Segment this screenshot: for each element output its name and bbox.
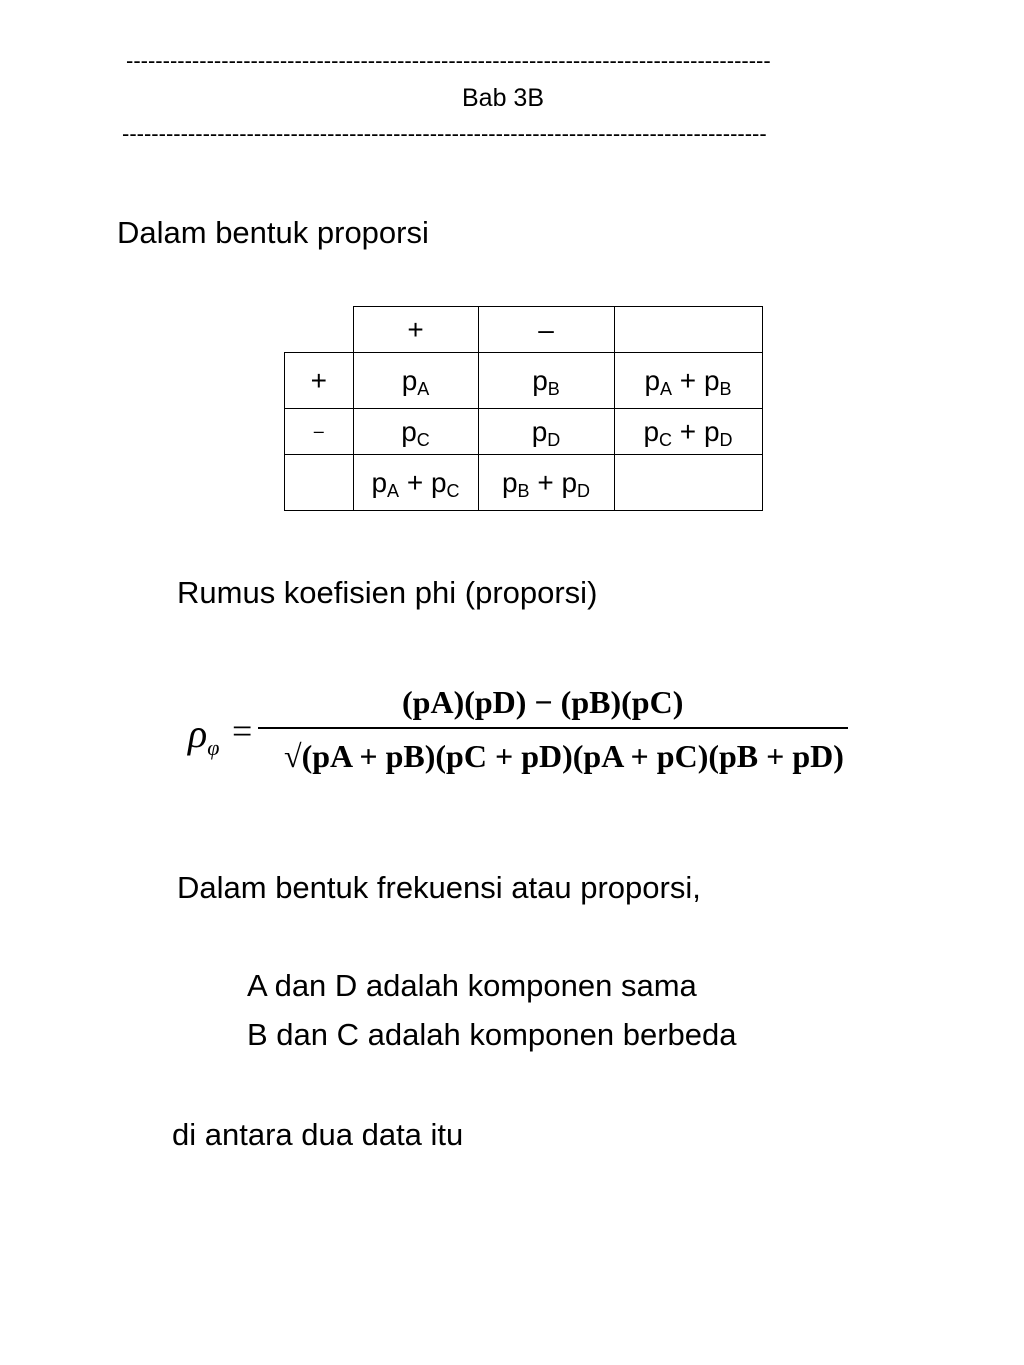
cell-sub: D bbox=[577, 480, 591, 501]
cell-var: p bbox=[643, 415, 660, 447]
cell-plus: + bbox=[399, 466, 431, 498]
cell-pA-var: p bbox=[401, 364, 418, 396]
cell-pA-plus-pB bbox=[614, 353, 762, 409]
cell-sub: B bbox=[719, 378, 732, 399]
cell-pC-sub: C bbox=[416, 429, 430, 450]
cell-pA bbox=[353, 353, 478, 409]
cell-var: p bbox=[501, 466, 518, 498]
cell-pB-plus-pD bbox=[478, 455, 614, 511]
different-components-line: B dan C adalah komponen berbeda bbox=[247, 1017, 737, 1052]
cell-var: p bbox=[430, 466, 447, 498]
cell-pA-sub: A bbox=[417, 378, 430, 399]
section-heading-proportion: Dalam bentuk proporsi bbox=[117, 215, 429, 250]
formula-lhs bbox=[188, 710, 220, 760]
col-header-minus: – bbox=[478, 307, 614, 353]
cell-sub: C bbox=[446, 480, 460, 501]
row-header-minus: – bbox=[285, 409, 354, 455]
formula-denominator: √(pA + pB)(pC + pD)(pA + pC)(pB + pD) bbox=[284, 738, 844, 774]
cell-sub: B bbox=[517, 480, 530, 501]
table-corner bbox=[285, 307, 354, 353]
header-dashes-top: ---------------------------------------------------------------------------------------- bbox=[126, 48, 771, 73]
cell-sub: A bbox=[387, 480, 400, 501]
cell-var: p bbox=[644, 364, 661, 396]
row-header-total bbox=[285, 455, 354, 511]
cell-plus: + bbox=[529, 466, 562, 498]
cell-pD-var: p bbox=[531, 415, 548, 447]
cell-var: p bbox=[561, 466, 578, 498]
cell-grand-total bbox=[614, 455, 762, 511]
formula-numerator: (pA)(pD) − (pB)(pC) bbox=[402, 684, 684, 720]
cell-var: p bbox=[371, 466, 388, 498]
phi-coefficient-formula bbox=[180, 680, 860, 790]
cell-pC-plus-pD bbox=[614, 409, 762, 455]
cell-plus: + bbox=[672, 415, 704, 447]
cell-pD-sub: D bbox=[547, 429, 561, 450]
header-dashes-bottom: ---------------------------------------------------------------------------------------- bbox=[122, 121, 767, 146]
col-header-total bbox=[614, 307, 762, 353]
cell-sub: D bbox=[719, 429, 733, 450]
rho-symbol: ρ bbox=[188, 711, 208, 756]
col-header-plus: + bbox=[353, 307, 478, 353]
cell-pB-var: p bbox=[532, 364, 548, 396]
phi-subscript: φ bbox=[207, 735, 220, 760]
cell-plus: + bbox=[672, 364, 704, 396]
section-heading-phi-formula: Rumus koefisien phi (proporsi) bbox=[177, 575, 598, 610]
section-heading-frequency: Dalam bentuk frekuensi atau proporsi, bbox=[177, 870, 701, 905]
contingency-table bbox=[284, 306, 763, 511]
cell-pB-sub: B bbox=[547, 378, 560, 399]
cell-var: p bbox=[703, 415, 720, 447]
cell-sub: C bbox=[659, 429, 673, 450]
same-components-line: A dan D adalah komponen sama bbox=[247, 968, 697, 1003]
cell-pC-var: p bbox=[401, 415, 417, 447]
cell-pD bbox=[478, 409, 614, 455]
cell-sub: A bbox=[660, 378, 673, 399]
cell-var: p bbox=[703, 364, 720, 396]
formula-equals: = bbox=[232, 711, 253, 751]
cell-pC bbox=[353, 409, 478, 455]
chapter-title: Bab 3B bbox=[462, 84, 545, 112]
cell-pB bbox=[478, 353, 614, 409]
row-header-plus: + bbox=[285, 353, 354, 409]
cell-pA-plus-pC bbox=[353, 455, 478, 511]
fraction-bar bbox=[258, 727, 848, 729]
closing-line: di antara dua data itu bbox=[172, 1117, 464, 1152]
